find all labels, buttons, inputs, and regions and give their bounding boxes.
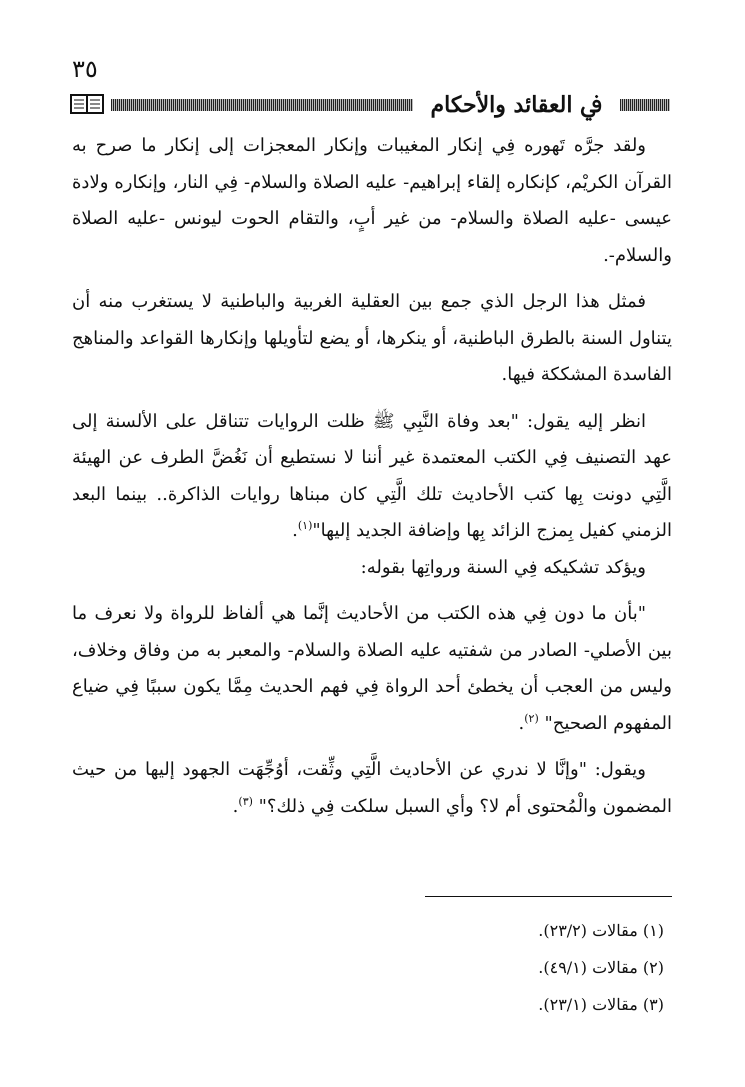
header-decorative-bar-right bbox=[620, 99, 670, 111]
paragraph: ويؤكد تشكيكه فِي السنة ورواتِها بقوله: bbox=[360, 556, 646, 578]
footnote-ref: (٢) bbox=[524, 711, 539, 725]
paragraph-text: انظر إليه يقول: "بعد وفاة النَّبِي ﷺ ظلت الروايات تتناقل على الألسنة إلى عهد التصنيف فِي الكتب المعتمدة غير أننا لا نستطيع أن نَغُضَّ الطرف عن الهيئة الَّتِي دونت بِها كتب الأحاديث تلك الَّتِي كان مبناها روايات الذاكرة.. بينما البعد الزمني كفيل بِمزج الزائد بِها وإضافة الجديد إليها" bbox=[72, 410, 672, 541]
paragraph: فمثل هذا الرجل الذي جمع بين العقلية الغربية والباطنية لا يستغرب منه أن يتناول السنة بالطرق الباطنية، أو ينكرها، أو يضع لتأويلها وإنكارها القواعد والمناهج الفاسدة المشككة فيها. bbox=[72, 291, 672, 385]
footnotes bbox=[72, 912, 672, 1023]
paragraph-text: ويقول: "وإنَّا لا ندري عن الأحاديث الَّتِي وثِّقت، أوُجِّهَت الجهود إليها من حيث المضمون والْمُحتوى أم لا؟ وأي السبل سلكت فِي ذلك؟" bbox=[72, 759, 672, 817]
running-title: ﰲ العقائد والأحكام bbox=[430, 92, 602, 118]
footnote-ref: (١) bbox=[297, 519, 313, 532]
paragraph-text: "بأن ما دون فِي هذه الكتب من الأحاديث إنَّما هي ألفاظ للرواة ولا نعرف ما بين الأصلي- الصادر من شفتيه عليه الصلاة والسلام- والمعبر به من وفاق وخلاف، وليس من العجب أن يخطئ أحد الرواة فِي فهم الحديث مِمَّا يكون سببًا فِي ضياع المفهوم الصحيح" bbox=[72, 603, 672, 734]
header-decorative-bar-left bbox=[111, 99, 413, 111]
paragraph: ولقد جرَّه تَهوره فِي إنكار المغيبات وإنكار المعجزات إلى إنكار ما صرح به القرآن الكريْم، كإنكاره إلقاء إبراهيم- عليه الصلاة والسلام- فِي النار، وإنكاره ولادة عيسى -عليه الصلاة والسلام- من غير أبٍ، والتقام الحوت ليونس -عليه الصلاة والسلام-. bbox=[72, 135, 672, 266]
footnote-ref: (٣) bbox=[238, 794, 253, 808]
paragraph: انظر إليه يقول: "بعد وفاة النَّبِي ﷺ ظلت الروايات تتناقل على الألسنة إلى عهد التصنيف فِي الكتب المعتمدة غير أننا لا نستطيع أن نَغُضَّ الطرف عن الهيئة الَّتِي دونت بِها كتب الأحاديث تلك الَّتِي كان مبناها روايات الذاكرة.. بينما البعد الزمني كفيل بِمزج الزائد بِها وإضافة الجديد إليها"$^{(١)}$. bbox=[72, 410, 672, 541]
footnote: (٣) مقالات (٢٣/١). bbox=[538, 995, 664, 1014]
footnote: (١) مقالات (٢٣/٢). bbox=[538, 921, 664, 940]
footnote: (٢) مقالات (٤٩/١). bbox=[538, 958, 664, 977]
paragraph: ويقول: "وإنَّا لا ندري عن الأحاديث الَّتِي وثِّقت، أوُجِّهَت الجهود إليها من حيث المضمون والْمُحتوى أم لا؟ وأي السبل سلكت فِي ذلك؟" $^{(٣)}$. bbox=[72, 759, 672, 817]
running-header bbox=[70, 88, 670, 122]
paragraph: "بأن ما دون فِي هذه الكتب من الأحاديث إنَّما هي ألفاظ للرواة ولا نعرف ما بين الأصلي- الصادر من شفتيه عليه الصلاة والسلام- والمعبر به من وفاق وخلاف، وليس من العجب أن يخطئ أحد الرواة فِي فهم الحديث مِمَّا يكون سببًا فِي ضياع المفهوم الصحيح" $^{(٢)}$. bbox=[72, 603, 672, 734]
body-text bbox=[72, 128, 672, 825]
open-book-icon bbox=[70, 93, 104, 115]
page-number: ٣٥ bbox=[72, 55, 98, 83]
footnote-separator bbox=[425, 896, 672, 897]
